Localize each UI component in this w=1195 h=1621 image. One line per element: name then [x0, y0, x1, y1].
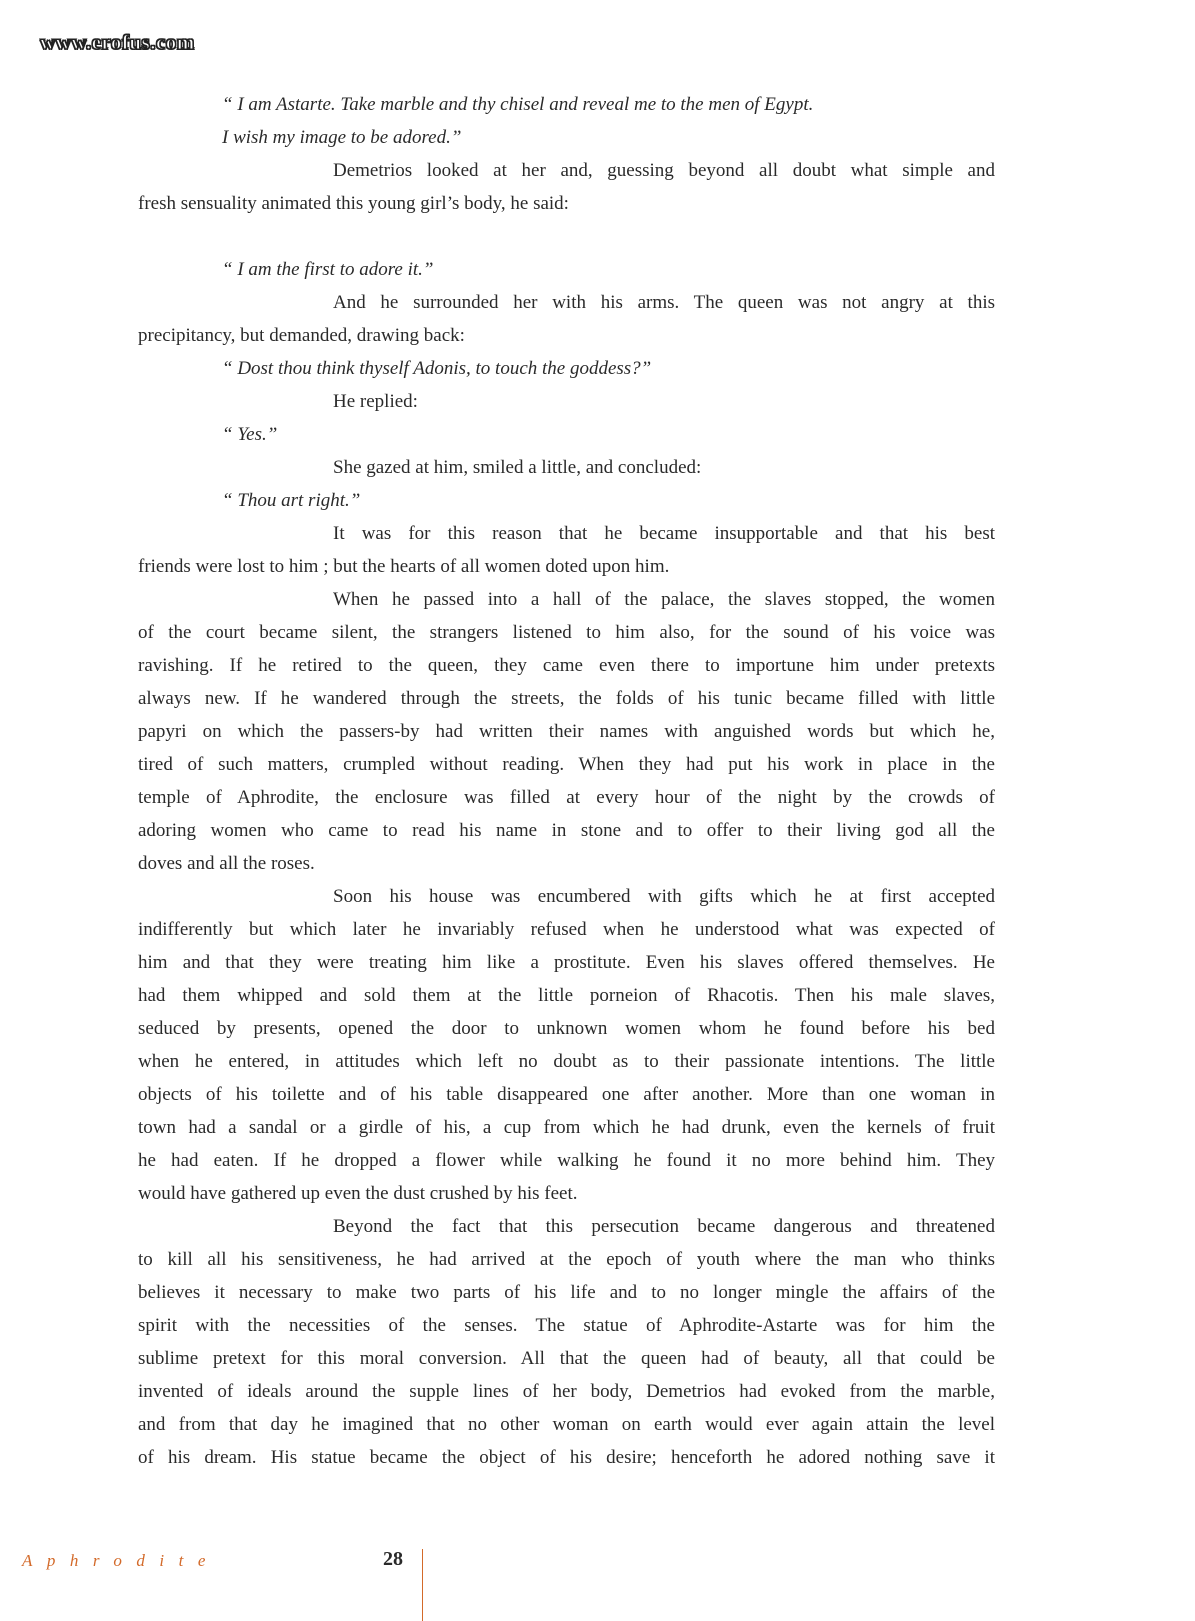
- paragraph-last-line: doves and all the roses.: [138, 853, 315, 874]
- paragraph-line: when he entered, in attitudes which left no doubt as to their passionate intentions. The little: [138, 1051, 995, 1072]
- page-number: 28: [383, 1548, 403, 1570]
- paragraph-line: to kill all his sensitiveness, he had arrived at the epoch of youth where the man who thinks: [138, 1249, 995, 1270]
- dialog-line: “ Yes.”: [222, 424, 278, 445]
- paragraph-line: adoring women who came to read his name in stone and to offer to their living god all the: [138, 820, 995, 841]
- paragraph-line: seduced by presents, opened the door to unknown women whom he found before his bed: [138, 1018, 995, 1039]
- paragraph-line: tired of such matters, crumpled without reading. When they had put his work in place in the: [138, 754, 995, 775]
- dialog-line: “ Thou art right.”: [222, 490, 361, 511]
- paragraph-line: always new. If he wandered through the streets, the folds of his tunic became filled with little: [138, 688, 995, 709]
- paragraph-last-line: would have gathered up even the dust crushed by his feet.: [138, 1183, 578, 1204]
- dialog-line: I wish my image to be adored.”: [222, 127, 462, 148]
- paragraph-last-line: fresh sensuality animated this young girl’s body, he said:: [138, 193, 569, 214]
- blank-line: [138, 220, 995, 253]
- paragraph-line: spirit with the necessities of the senses. The statue of Aphrodite-Astarte was for him the: [138, 1315, 995, 1336]
- paragraph-line: had them whipped and sold them at the little porneion of Rhacotis. Then his male slaves,: [138, 985, 995, 1006]
- paragraph-line: believes it necessary to make two parts of his life and to no longer mingle the affairs of the: [138, 1282, 995, 1303]
- paragraph-line: him and that they were treating him like a prostitute. Even his slaves offered themselves. He: [138, 952, 995, 973]
- paragraph-first-line: It was for this reason that he became insupportable and that his best: [333, 523, 995, 544]
- page-body-text: [138, 88, 995, 1474]
- paragraph-first-line: Soon his house was encumbered with gifts which he at first accepted: [333, 886, 995, 907]
- paragraph-line: papyri on which the passers-by had written their names with anguished words but which he,: [138, 721, 995, 742]
- paragraph-first-line: Beyond the fact that this persecution became dangerous and threatened: [333, 1216, 995, 1237]
- footer-divider: [422, 1549, 423, 1621]
- paragraph-line: objects of his toilette and of his table disappeared one after another. More than one woman in: [138, 1084, 995, 1105]
- watermark-text: www.erofus.com: [40, 30, 195, 54]
- paragraph-line: sublime pretext for this moral conversion. All that the queen had of beauty, all that could be: [138, 1348, 995, 1369]
- dialog-line: “ Dost thou think thyself Adonis, to touch the goddess?”: [222, 358, 652, 379]
- paragraph-last-line: precipitancy, but demanded, drawing back:: [138, 325, 465, 346]
- running-footer-title: Aphrodite: [22, 1551, 220, 1570]
- narration-line: He replied:: [333, 391, 418, 412]
- paragraph-line: of his dream. His statue became the object of his desire; henceforth he adored nothing save it: [138, 1447, 995, 1468]
- paragraph-line: ravishing. If he retired to the queen, they came even there to importune him under pretexts: [138, 655, 995, 676]
- narration-line: She gazed at him, smiled a little, and concluded:: [333, 457, 702, 478]
- dialog-line: “ I am Astarte. Take marble and thy chisel and reveal me to the men of Egypt.: [222, 94, 814, 115]
- paragraph-line: town had a sandal or a girdle of his, a cup from which he had drunk, even the kernels of fruit: [138, 1117, 995, 1138]
- dialog-line: “ I am the first to adore it.”: [222, 259, 434, 280]
- paragraph-line: of the court became silent, the strangers listened to him also, for the sound of his voice was: [138, 622, 995, 643]
- paragraph-first-line: Demetrios looked at her and, guessing beyond all doubt what simple and: [333, 160, 995, 181]
- paragraph-first-line: And he surrounded her with his arms. The queen was not angry at this: [333, 292, 995, 313]
- paragraph-line: temple of Aphrodite, the enclosure was filled at every hour of the night by the crowds of: [138, 787, 995, 808]
- paragraph-line: invented of ideals around the supple lines of her body, Demetrios had evoked from the marble,: [138, 1381, 995, 1402]
- paragraph-line: he had eaten. If he dropped a flower while walking he found it no more behind him. They: [138, 1150, 995, 1171]
- paragraph-line: indifferently but which later he invariably refused when he understood what was expected of: [138, 919, 995, 940]
- paragraph-first-line: When he passed into a hall of the palace, the slaves stopped, the women: [333, 589, 995, 610]
- paragraph-line: and from that day he imagined that no other woman on earth would ever again attain the level: [138, 1414, 995, 1435]
- paragraph-last-line: friends were lost to him ; but the hearts of all women doted upon him.: [138, 556, 670, 577]
